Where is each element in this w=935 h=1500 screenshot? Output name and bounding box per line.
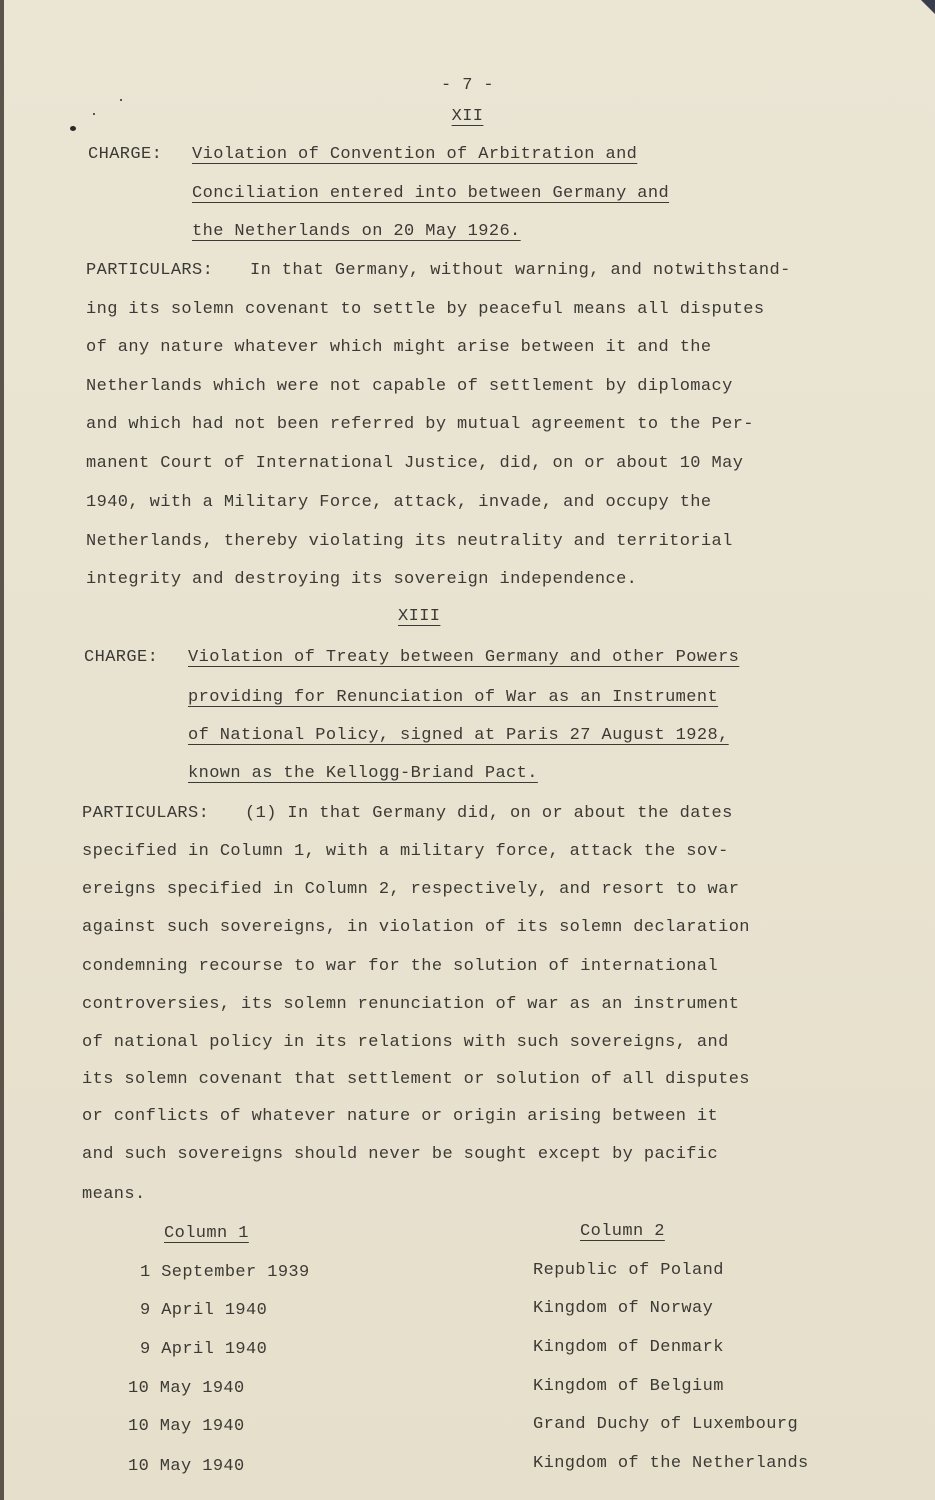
particulars-line: (1) In that Germany did, on or about the dates (245, 804, 733, 823)
page-number: - 7 - (440, 76, 494, 95)
table-cell-sovereign: Kingdom of Norway (533, 1299, 714, 1318)
column-2-header: Column 2 (580, 1222, 665, 1241)
table-cell-date: 10 May 1940 (128, 1379, 245, 1398)
ink-speck (70, 126, 76, 131)
particulars-line: ing its solemn covenant to settle by peaceful means all disputes (86, 300, 765, 319)
charge-line: providing for Renunciation of War as an Instrument (188, 688, 719, 707)
particulars-line: means. (82, 1185, 146, 1204)
particulars-line: condemning recourse to war for the solution of international (82, 957, 719, 976)
table-cell-sovereign: Grand Duchy of Luxembourg (533, 1415, 799, 1434)
particulars-line: or conflicts of whatever nature or origin arising between it (82, 1107, 719, 1126)
ink-speck (120, 99, 122, 101)
charge-line: Violation of Treaty between Germany and other Powers (188, 648, 740, 667)
particulars-line: specified in Column 1, with a military force, attack the sov- (82, 842, 729, 861)
particulars-line: 1940, with a Military Force, attack, invade, and occupy the (86, 493, 712, 512)
particulars-line: and such sovereigns should never be sought except by pacific (82, 1145, 719, 1164)
table-cell-sovereign: Kingdom of the Netherlands (533, 1454, 809, 1473)
charge-line: Violation of Convention of Arbitration and (192, 145, 638, 164)
particulars-line: integrity and destroying its sovereign independence. (86, 570, 638, 589)
charge-line: the Netherlands on 20 May 1926. (192, 222, 521, 241)
particulars-line: manent Court of International Justice, did, on or about 10 May (86, 454, 744, 473)
scan-corner (921, 0, 935, 14)
table-cell-sovereign: Kingdom of Denmark (533, 1338, 724, 1357)
table-cell-date: 9 April 1940 (140, 1340, 268, 1359)
charge-line: of National Policy, signed at Paris 27 August 1928, (188, 726, 729, 745)
table-cell-date: 10 May 1940 (128, 1457, 245, 1476)
particulars-line: In that Germany, without warning, and notwithstand- (250, 261, 791, 280)
particulars-line: of any nature whatever which might arise between it and the (86, 338, 712, 357)
charge-label: CHARGE: (84, 648, 159, 667)
table-cell-date: 10 May 1940 (128, 1417, 245, 1436)
charge-line: Conciliation entered into between Germany and (192, 184, 670, 203)
table-cell-date: 1 September 1939 (140, 1263, 310, 1282)
section-numeral-xiii: XIII (398, 607, 441, 626)
particulars-line: Netherlands which were not capable of settlement by diplomacy (86, 377, 733, 396)
table-cell-sovereign: Republic of Poland (533, 1261, 724, 1280)
particulars-line: its solemn covenant that settlement or solution of all disputes (82, 1070, 750, 1089)
particulars-line: of national policy in its relations with such sovereigns, and (82, 1033, 729, 1052)
particulars-line: and which had not been referred by mutual agreement to the Per- (86, 415, 754, 434)
charge-line: known as the Kellogg-Briand Pact. (188, 764, 538, 783)
particulars-label: PARTICULARS: (82, 804, 210, 823)
particulars-line: ereigns specified in Column 2, respectively, and resort to war (82, 880, 740, 899)
charge-label: CHARGE: (88, 145, 163, 164)
table-cell-date: 9 April 1940 (140, 1301, 268, 1320)
scan-edge (0, 0, 4, 1500)
particulars-line: Netherlands, thereby violating its neutrality and territorial (86, 532, 733, 551)
section-numeral-xii: XII (451, 107, 484, 126)
particulars-line: against such sovereigns, in violation of its solemn declaration (82, 918, 750, 937)
column-1-header: Column 1 (164, 1224, 249, 1243)
table-cell-sovereign: Kingdom of Belgium (533, 1377, 724, 1396)
particulars-label: PARTICULARS: (86, 261, 214, 280)
particulars-line: controversies, its solemn renunciation of war as an instrument (82, 995, 740, 1014)
